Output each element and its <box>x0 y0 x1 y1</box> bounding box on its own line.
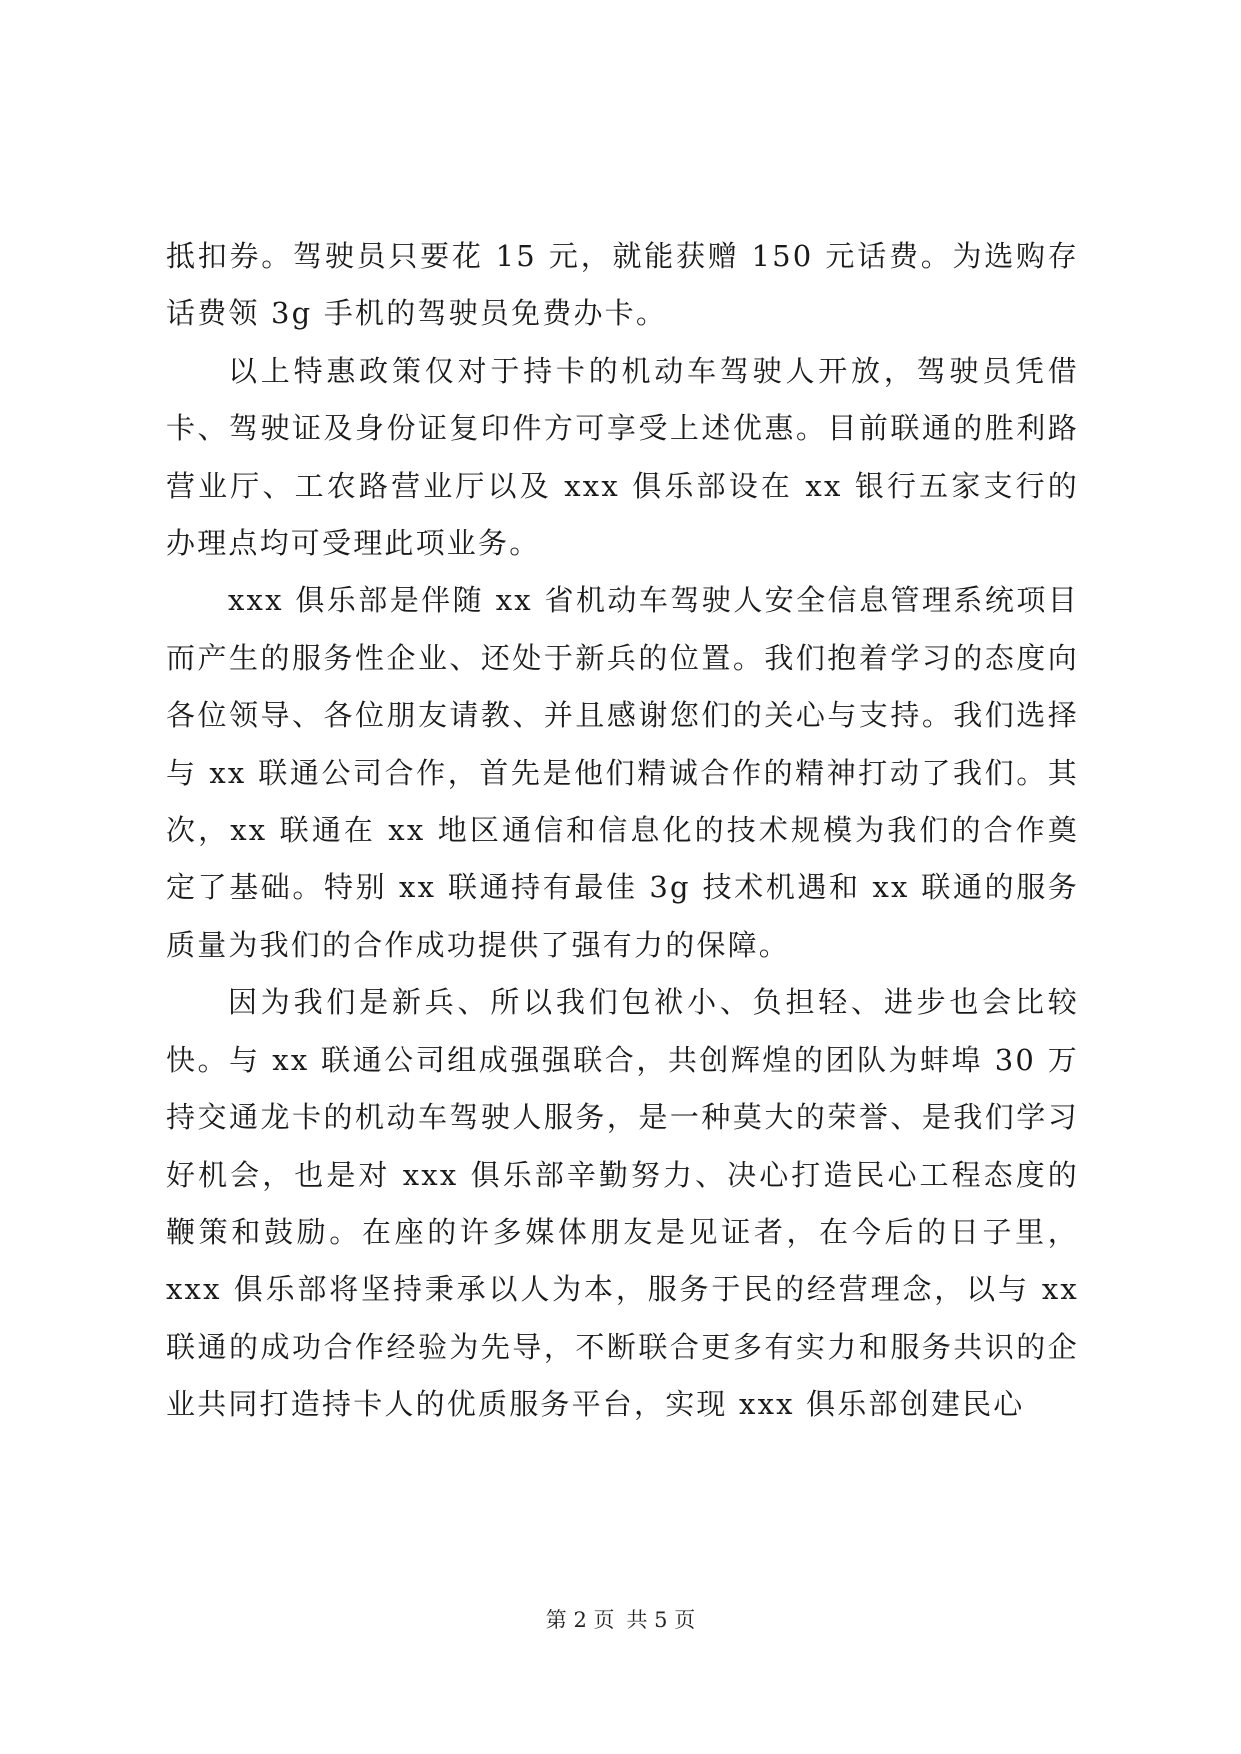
page-footer <box>0 1604 1241 1634</box>
paragraph-1: 抵扣券。驾驶员只要花 15 元，就能获赠 150 元话费。为选购存话费领 3g 手机的驾驶员免费办卡。 <box>166 239 1079 331</box>
paragraph-2: 以上特惠政策仅对于持卡的机动车驾驶人开放，驾驶员凭借卡、驾驶证及身份证复印件方可享受上述优惠。目前联通的胜利路营业厅、工农路营业厅以及 xxx 俱乐部设在 xx 银行五家支行的办理点均可受理此项业务。 <box>166 353 1079 561</box>
page-number: 第 2 页 <box>545 1608 615 1632</box>
paragraph-4: 因为我们是新兵、所以我们包袱小、负担轻、进步也会比较快。与 xx 联通公司组成强强联合，共创辉煌的团队为蚌埠 30 万持交通龙卡的机动车驾驶人服务，是一种莫大的荣誉、是我们学习好机会，也是对 xxx 俱乐部辛勤努力、决心打造民心工程态度的鞭策和鼓励。在座的许多媒体朋友是见证者，在今后的日子里，xxx 俱乐部将坚持秉承以人为本，服务于民的经营理念，以与 xx 联通的成功合作经验为先导，不断联合更多有实力和服务共识的企业共同打造持卡人的优质服务平台，实现 xxx 俱乐部创建民心 <box>166 985 1079 1422</box>
paragraph-3: xxx 俱乐部是伴随 xx 省机动车驾驶人安全信息管理系统项目而产生的服务性企业、还处于新兵的位置。我们抱着学习的态度向各位领导、各位朋友请教、并且感谢您们的关心与支持。我们选择与 xx 联通公司合作，首先是他们精诚合作的精神打动了我们。其次，xx 联通在 xx 地区通信和信息化的技术规模为我们的合作奠定了基础。特别 xx 联通持有最佳 3g 技术机遇和 xx 联通的服务质量为我们的合作成功提供了强有力的保障。 <box>166 583 1079 962</box>
page-total: 共 5 页 <box>626 1608 696 1632</box>
document-body <box>166 228 1079 1434</box>
